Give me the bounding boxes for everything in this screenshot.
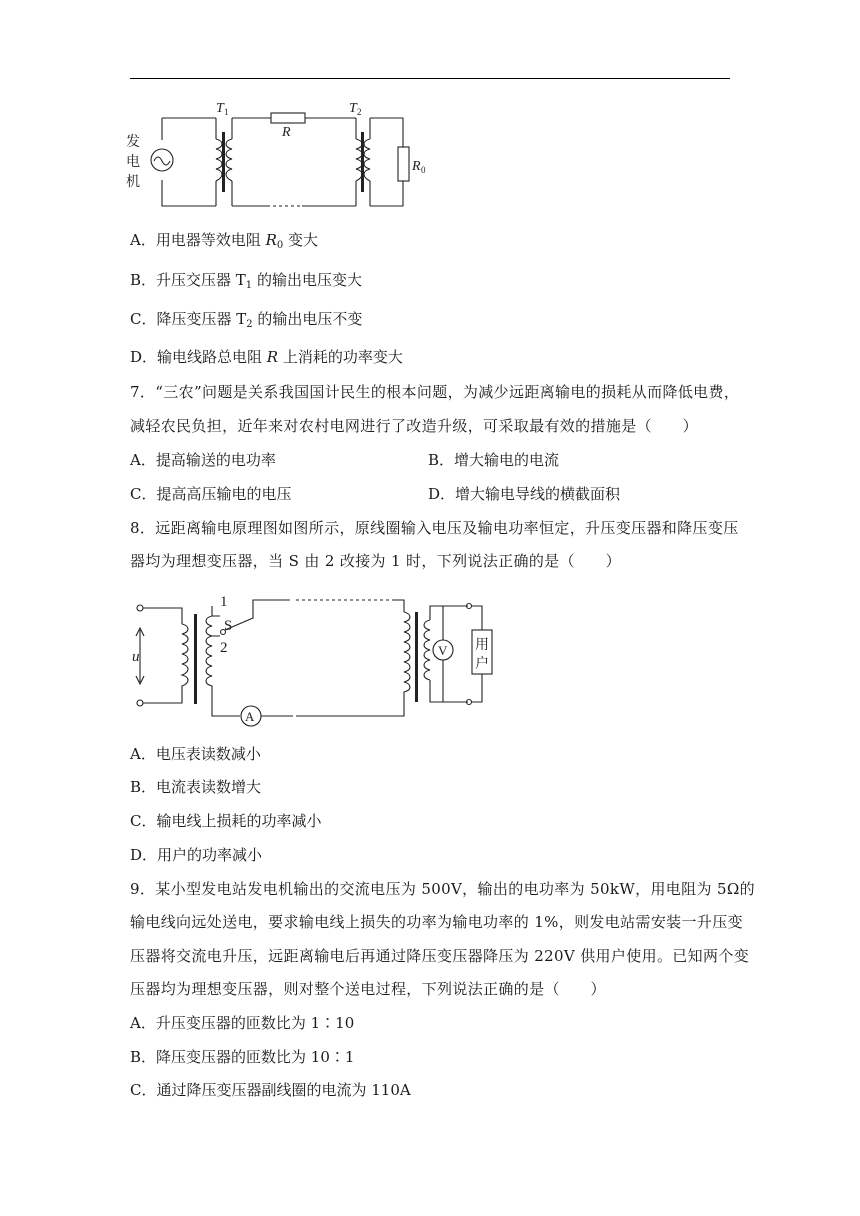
r0-sub: 0 <box>421 165 426 175</box>
r-label: R <box>282 125 291 140</box>
q9-stem-line3: 压器将交流电升压，远距离输电后再通过降压变压器降压为 220V 供用户使用。已知两个变 <box>130 947 750 965</box>
q7-stem-line1: 7．“三农”问题是关系我国国计民生的根本问题，为减少远距离输电的损耗从而降低电费， <box>130 383 740 401</box>
q7-option-d: D．增大输电导线的横截面积 <box>428 485 621 503</box>
generator-label-3: 机 <box>126 175 140 190</box>
resistor-r <box>271 113 305 123</box>
resistor-r0 <box>398 147 409 181</box>
q9-option-b: B．降压变压器的匝数比为 10∶1 <box>130 1048 355 1066</box>
q6-option-b: B．升压交压器 $T_1$ 的输出电压变大 <box>130 271 362 291</box>
transmission-circuit-figure <box>120 100 426 212</box>
user-label-2: 户 <box>475 657 489 672</box>
u-label: u <box>132 649 140 665</box>
t1-sub: 1 <box>224 107 229 117</box>
q8-stem-line2: 器均为理想变压器，当 S 由 2 改接为 1 时，下列说法正确的是（ ） <box>130 552 621 570</box>
r0-label: R <box>412 159 421 174</box>
q9-stem-line2: 输电线向远处送电，要求输电线上损失的功率为输电功率的 1%，则发电站需安装一升压变 <box>130 913 743 931</box>
q8-option-a: A．电压表读数减小 <box>130 745 261 763</box>
tapped-transformer-figure <box>128 592 498 728</box>
q9-stem-line1: 9．某小型发电站发电机输出的交流电压为 500V，输出的电功率为 50kW，用电阻为 5Ω的 <box>130 880 755 898</box>
q8-option-b: B．电流表读数增大 <box>130 778 262 796</box>
q8-option-c: C．输电线上损耗的功率减小 <box>130 812 322 830</box>
q9-stem-line4: 压器均为理想变压器，则对整个送电过程，下列说法正确的是（ ） <box>130 980 606 998</box>
q7-option-b: B．增大输电的电流 <box>428 451 560 469</box>
q6-option-a: A．用电器等效电阻 $R_0$ 变大 <box>130 231 319 251</box>
ammeter-label: A <box>245 709 255 724</box>
header-rule <box>130 78 730 79</box>
q8-stem-line1: 8．远距离输电原理图如图所示，原线圈输入电压及输电功率恒定，升压变压器和降压变压 <box>130 519 739 537</box>
t1-label: T <box>216 101 224 116</box>
q9-option-a: A．升压变压器的匝数比为 1∶10 <box>130 1014 355 1032</box>
q6-option-d: D．输电线路总电阻 R 上消耗的功率变大 <box>130 348 403 366</box>
t2-label: T <box>349 101 357 116</box>
q6-option-c: C．降压变压器 $T_2$ 的输出电压不变 <box>130 310 363 330</box>
switch-s-label: S <box>224 618 233 634</box>
voltmeter-label: V <box>438 643 448 658</box>
q7-option-a: A．提高输送的电功率 <box>130 451 276 469</box>
generator-label-1: 发 <box>126 135 140 150</box>
q7-stem-line2: 减轻农民负担，近年来对农村电网进行了改造升级，可采取最有效的措施是（ ） <box>130 417 698 435</box>
q8-option-d: D．用户的功率减小 <box>130 846 263 864</box>
q7-option-c: C．提高高压输电的电压 <box>130 485 292 503</box>
q9-option-c: C．通过降压变压器副线圈的电流为 110A <box>130 1081 411 1099</box>
tap-2-label: 2 <box>220 640 228 656</box>
tap-1-label: 1 <box>220 594 228 610</box>
user-label-1: 用 <box>475 638 489 653</box>
t2-sub: 2 <box>357 107 362 117</box>
generator-label-2: 电 <box>126 155 140 170</box>
